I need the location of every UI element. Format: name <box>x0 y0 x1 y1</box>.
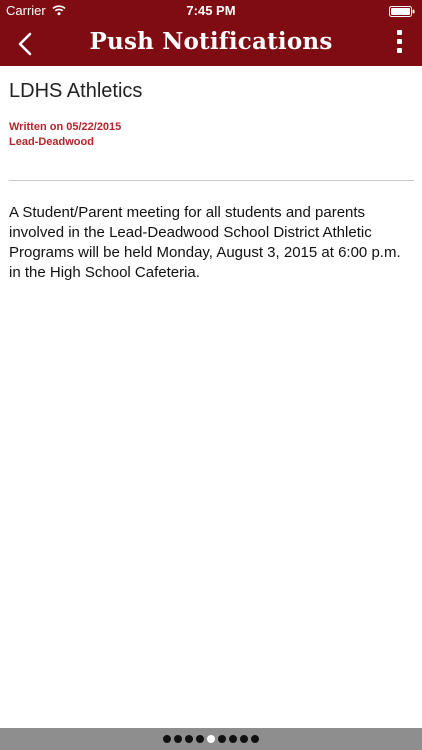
page-dot[interactable] <box>196 735 204 743</box>
page-dot[interactable] <box>185 735 193 743</box>
page-dot[interactable] <box>163 735 171 743</box>
page-dot[interactable] <box>174 735 182 743</box>
page-dot[interactable] <box>218 735 226 743</box>
divider <box>9 180 414 181</box>
status-time: 7:45 PM <box>186 3 236 18</box>
page-dot[interactable] <box>251 735 259 743</box>
written-on-date: Written on 05/22/2015 <box>9 121 122 133</box>
notification-meta <box>9 120 121 150</box>
battery-icon <box>389 6 415 17</box>
vertical-dots-icon <box>397 30 402 35</box>
page-dot[interactable] <box>229 735 237 743</box>
page-title: Push Notifications <box>89 28 333 55</box>
navigation-bar <box>0 22 422 66</box>
page-dots[interactable] <box>0 735 422 743</box>
page-indicator-bar <box>0 728 422 750</box>
carrier-label: Carrier <box>6 3 46 18</box>
page-dot[interactable] <box>240 735 248 743</box>
more-options-button[interactable] <box>392 30 406 58</box>
notification-title: LDHS Athletics <box>9 80 143 102</box>
notification-body: A Student/Parent meeting for all students and parents involved in the Lead-Deadwood School District Athletic Programs will be held Monday, August 3, 2015 at 6:00 p.m. in the High School Cafeteria. <box>9 204 401 281</box>
notification-detail <box>0 66 422 728</box>
status-bar <box>0 0 422 22</box>
page-dot-active[interactable] <box>207 735 215 743</box>
location-label: Lead-Deadwood <box>9 136 94 148</box>
